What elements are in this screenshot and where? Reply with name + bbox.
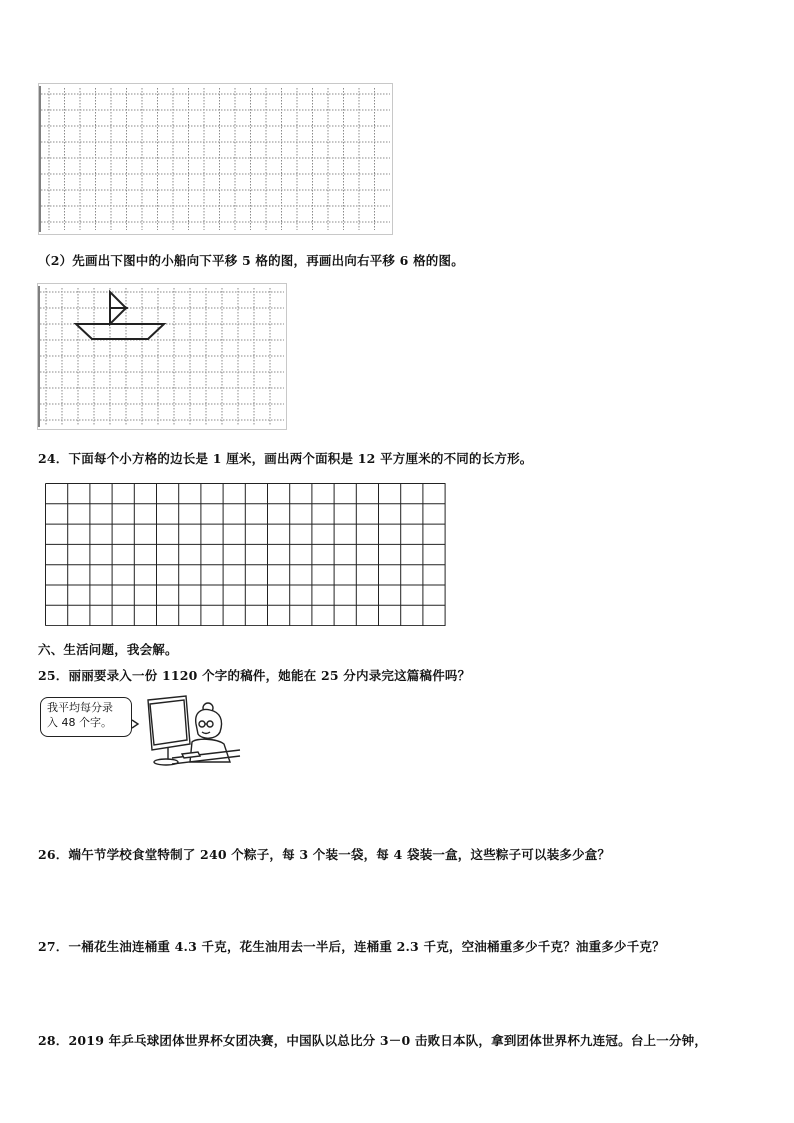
boat-grid — [37, 283, 287, 430]
solid-grid-svg — [45, 483, 446, 626]
question-26: 26．端午节学校食堂特制了 240 个粽子，每 3 个装一袋，每 4 袋装一盒，这些粽子可以装多少盒？ — [38, 847, 611, 862]
question-23-part2: （2）先画出下图中的小船向下平移 5 格的图，再画出向右平移 6 格的图。 — [38, 253, 464, 268]
dotted-grid-1-svg — [39, 84, 392, 234]
question-27: 27．一桶花生油连桶重 4.3 千克，花生油用去一半后，连桶重 2.3 千克，空油桶重多少千克？油重多少千克？ — [38, 939, 665, 954]
girl-computer-svg — [132, 690, 242, 770]
boat-shape — [76, 292, 164, 339]
question-28: 28．2019 年乒乓球团体世界杯女团决赛，中国队以总比分 3－0 击败日本队，拿到团体世界杯九连冠。台上一分钟， — [38, 1033, 708, 1048]
question-25: 25．丽丽要录入一份 1120 个字的稿件，她能在 25 分内录完这篇稿件吗？ — [38, 668, 471, 683]
question-24: 24．下面每个小方格的边长是 1 厘米，画出两个面积是 12 平方厘米的不同的长方形。 — [38, 451, 533, 466]
speech-bubble-line-2: 入 48 个字。 — [47, 716, 112, 729]
boat-grid-svg — [38, 284, 286, 429]
speech-bubble — [40, 697, 132, 737]
speech-bubble-line-1: 我平均每分录 — [47, 701, 113, 714]
solid-grid — [45, 483, 446, 626]
dotted-grid-1 — [38, 83, 393, 235]
section-6-title: 六、生活问题，我会解。 — [38, 642, 178, 657]
girl-at-computer-illustration — [132, 690, 242, 770]
